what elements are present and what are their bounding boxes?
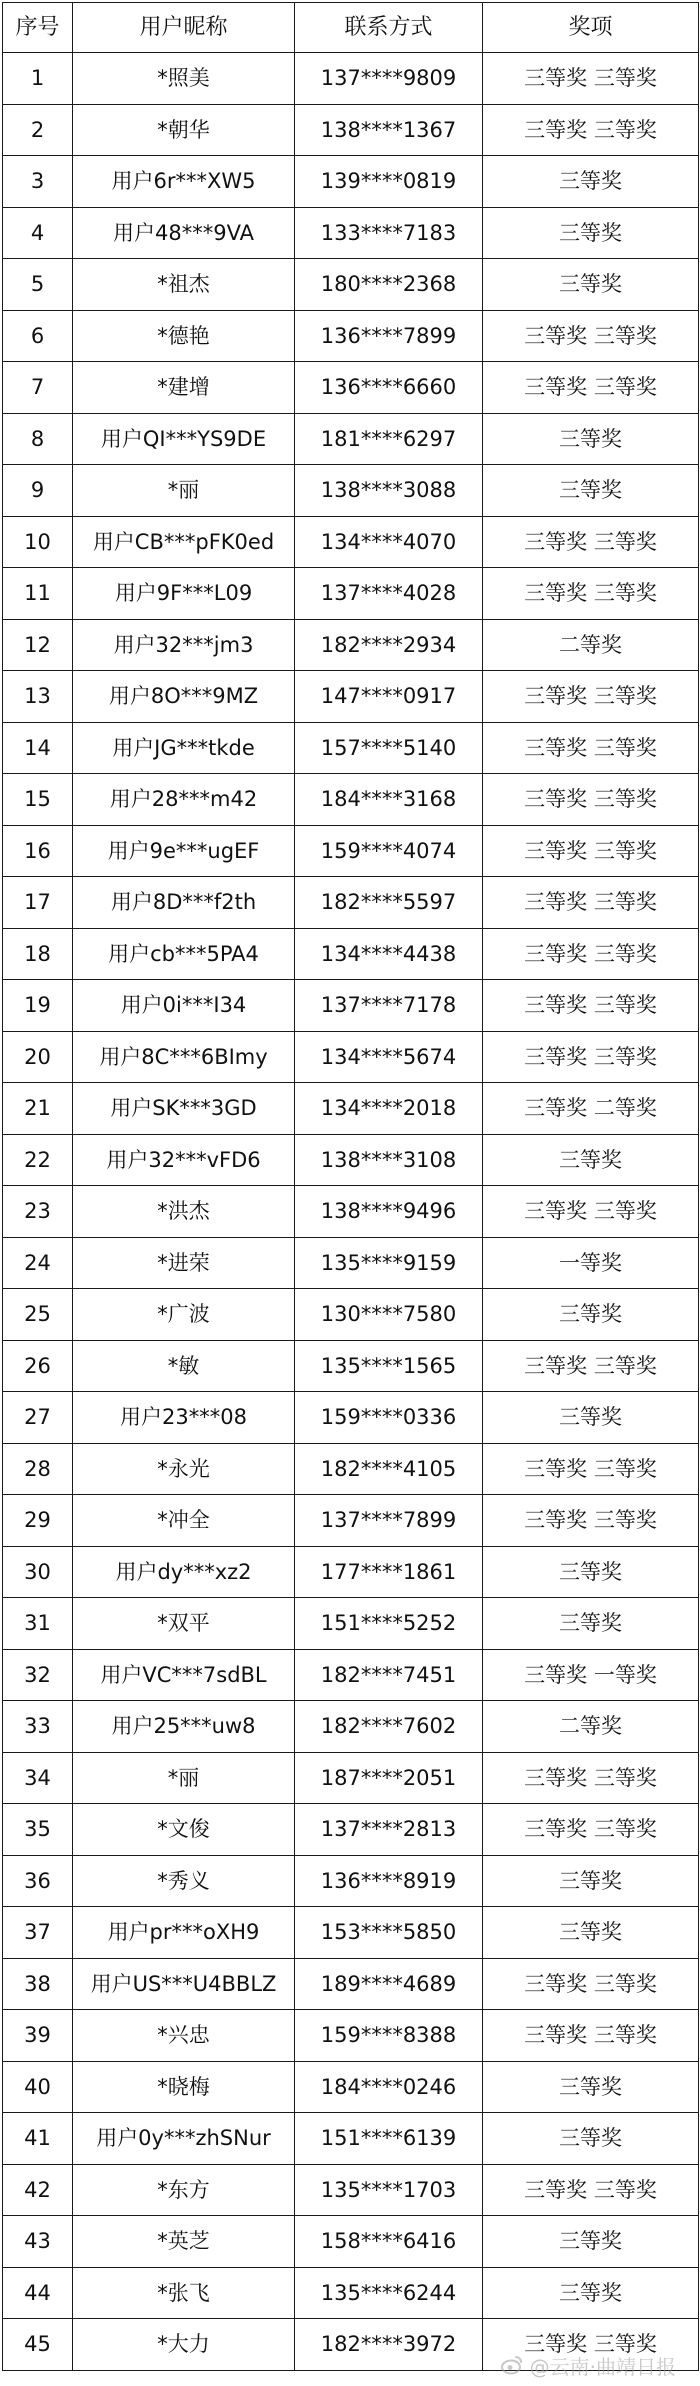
cell-nickname: 用户8D***f2th [73, 877, 295, 929]
cell-contact: 159****4074 [295, 825, 483, 877]
cell-contact: 184****3168 [295, 774, 483, 826]
cell-index: 45 [3, 2319, 73, 2371]
table-row [3, 774, 699, 826]
cell-index: 12 [3, 619, 73, 671]
cell-nickname: *张飞 [73, 2267, 295, 2319]
cell-index: 34 [3, 1752, 73, 1804]
table-row [3, 413, 699, 465]
cell-index: 32 [3, 1649, 73, 1701]
cell-contact: 182****7451 [295, 1649, 483, 1701]
cell-nickname: 用户9e***ugEF [73, 825, 295, 877]
cell-contact: 181****6297 [295, 413, 483, 465]
cell-nickname: 用户JG***tkde [73, 722, 295, 774]
cell-contact: 137****2813 [295, 1804, 483, 1856]
table-row [3, 619, 699, 671]
cell-prize: 三等奖 [483, 1289, 699, 1341]
cell-nickname: *照美 [73, 53, 295, 105]
cell-index: 29 [3, 1495, 73, 1547]
cell-nickname: *敏 [73, 1340, 295, 1392]
cell-index: 30 [3, 1546, 73, 1598]
cell-prize: 三等奖 三等奖 [483, 722, 699, 774]
table-row [3, 1598, 699, 1650]
cell-index: 27 [3, 1392, 73, 1444]
table-row [3, 259, 699, 311]
cell-contact: 135****9159 [295, 1237, 483, 1289]
cell-prize: 三等奖 [483, 413, 699, 465]
cell-nickname: 用户25***uw8 [73, 1701, 295, 1753]
cell-prize: 三等奖 三等奖 [483, 362, 699, 414]
winner-table-header [3, 3, 699, 53]
table-row [3, 516, 699, 568]
cell-nickname: 用户dy***xz2 [73, 1546, 295, 1598]
cell-nickname: 用户8O***9MZ [73, 671, 295, 723]
cell-contact: 138****3108 [295, 1134, 483, 1186]
cell-index: 24 [3, 1237, 73, 1289]
cell-index: 43 [3, 2216, 73, 2268]
cell-nickname: 用户US***U4BBLZ [73, 1958, 295, 2010]
table-row [3, 1855, 699, 1907]
cell-prize: 三等奖 三等奖 [483, 310, 699, 362]
cell-nickname: 用户SK***3GD [73, 1083, 295, 1135]
cell-prize: 三等奖 二等奖 [483, 1083, 699, 1135]
cell-contact: 187****2051 [295, 1752, 483, 1804]
table-row [3, 1701, 699, 1753]
cell-contact: 157****5140 [295, 722, 483, 774]
cell-index: 3 [3, 156, 73, 208]
cell-index: 25 [3, 1289, 73, 1341]
cell-nickname: 用户0y***zhSNur [73, 2113, 295, 2165]
cell-index: 4 [3, 207, 73, 259]
cell-index: 22 [3, 1134, 73, 1186]
table-row [3, 362, 699, 414]
cell-index: 6 [3, 310, 73, 362]
cell-contact: 130****7580 [295, 1289, 483, 1341]
table-row [3, 207, 699, 259]
cell-prize: 三等奖 [483, 1907, 699, 1959]
cell-prize: 三等奖 [483, 1546, 699, 1598]
table-row [3, 2216, 699, 2268]
winner-table [2, 2, 699, 2371]
cell-prize: 三等奖 三等奖 [483, 2164, 699, 2216]
cell-prize: 二等奖 [483, 619, 699, 671]
table-row [3, 2113, 699, 2165]
cell-index: 5 [3, 259, 73, 311]
cell-prize: 三等奖 [483, 207, 699, 259]
cell-prize: 三等奖 三等奖 [483, 825, 699, 877]
cell-prize: 一等奖 [483, 1237, 699, 1289]
cell-index: 8 [3, 413, 73, 465]
cell-index: 15 [3, 774, 73, 826]
cell-prize: 三等奖 三等奖 [483, 774, 699, 826]
cell-contact: 135****6244 [295, 2267, 483, 2319]
cell-contact: 139****0819 [295, 156, 483, 208]
watermark-text: @云南·曲靖日报 [529, 2354, 676, 2379]
table-row [3, 1958, 699, 2010]
cell-prize: 三等奖 三等奖 [483, 568, 699, 620]
cell-prize: 三等奖 三等奖 [483, 671, 699, 723]
table-row [3, 1804, 699, 1856]
cell-contact: 134****4070 [295, 516, 483, 568]
cell-nickname: 用户CB***pFK0ed [73, 516, 295, 568]
table-row [3, 722, 699, 774]
table-row [3, 1237, 699, 1289]
cell-nickname: 用户cb***5PA4 [73, 928, 295, 980]
cell-prize: 三等奖 [483, 465, 699, 517]
cell-contact: 134****2018 [295, 1083, 483, 1135]
cell-nickname: *双平 [73, 1598, 295, 1650]
cell-contact: 136****8919 [295, 1855, 483, 1907]
cell-index: 44 [3, 2267, 73, 2319]
header-row [3, 3, 699, 53]
cell-index: 28 [3, 1443, 73, 1495]
cell-nickname: 用户pr***oXH9 [73, 1907, 295, 1959]
cell-contact: 138****1367 [295, 104, 483, 156]
cell-contact: 189****4689 [295, 1958, 483, 2010]
cell-nickname: 用户9F***L09 [73, 568, 295, 620]
cell-prize: 三等奖 三等奖 [483, 928, 699, 980]
cell-nickname: 用户QI***YS9DE [73, 413, 295, 465]
cell-nickname: *进荣 [73, 1237, 295, 1289]
cell-contact: 182****5597 [295, 877, 483, 929]
cell-prize: 三等奖 [483, 1855, 699, 1907]
cell-index: 21 [3, 1083, 73, 1135]
cell-index: 10 [3, 516, 73, 568]
cell-prize: 三等奖 [483, 1598, 699, 1650]
cell-prize: 三等奖 [483, 2216, 699, 2268]
cell-contact: 182****2934 [295, 619, 483, 671]
table-row [3, 1443, 699, 1495]
table-row [3, 1134, 699, 1186]
cell-nickname: *丽 [73, 465, 295, 517]
cell-contact: 134****5674 [295, 1031, 483, 1083]
table-row [3, 1031, 699, 1083]
cell-nickname: 用户32***jm3 [73, 619, 295, 671]
cell-index: 13 [3, 671, 73, 723]
cell-nickname: *德艳 [73, 310, 295, 362]
cell-contact: 147****0917 [295, 671, 483, 723]
cell-index: 41 [3, 2113, 73, 2165]
cell-index: 9 [3, 465, 73, 517]
cell-nickname: *冲全 [73, 1495, 295, 1547]
cell-prize: 三等奖 三等奖 [483, 2010, 699, 2062]
cell-contact: 159****8388 [295, 2010, 483, 2062]
cell-prize: 三等奖 三等奖 [483, 1031, 699, 1083]
cell-prize: 三等奖 三等奖 [483, 1495, 699, 1547]
cell-contact: 138****3088 [295, 465, 483, 517]
header-nickname: 用户昵称 [73, 3, 295, 53]
cell-prize: 三等奖 三等奖 [483, 1340, 699, 1392]
cell-prize: 三等奖 三等奖 [483, 1443, 699, 1495]
cell-nickname: *大力 [73, 2319, 295, 2371]
cell-prize: 二等奖 [483, 1701, 699, 1753]
cell-nickname: *洪杰 [73, 1186, 295, 1238]
cell-nickname: *英芝 [73, 2216, 295, 2268]
cell-nickname: *兴忠 [73, 2010, 295, 2062]
table-row [3, 568, 699, 620]
table-row [3, 980, 699, 1032]
header-contact: 联系方式 [295, 3, 483, 53]
cell-nickname: *东方 [73, 2164, 295, 2216]
cell-contact: 137****7178 [295, 980, 483, 1032]
table-row [3, 671, 699, 723]
cell-nickname: *建增 [73, 362, 295, 414]
cell-index: 19 [3, 980, 73, 1032]
cell-index: 2 [3, 104, 73, 156]
table-row [3, 156, 699, 208]
cell-index: 23 [3, 1186, 73, 1238]
cell-nickname: *祖杰 [73, 259, 295, 311]
cell-prize: 三等奖 三等奖 [483, 1958, 699, 2010]
cell-nickname: 用户28***m42 [73, 774, 295, 826]
cell-prize: 三等奖 三等奖 [483, 1804, 699, 1856]
cell-contact: 158****6416 [295, 2216, 483, 2268]
cell-prize: 三等奖 三等奖 [483, 980, 699, 1032]
table-row [3, 877, 699, 929]
cell-index: 31 [3, 1598, 73, 1650]
cell-nickname: 用户32***vFD6 [73, 1134, 295, 1186]
cell-nickname: *丽 [73, 1752, 295, 1804]
table-row [3, 1289, 699, 1341]
cell-nickname: 用户VC***7sdBL [73, 1649, 295, 1701]
cell-contact: 182****3972 [295, 2319, 483, 2371]
cell-contact: 159****0336 [295, 1392, 483, 1444]
cell-prize: 三等奖 [483, 156, 699, 208]
table-row [3, 53, 699, 105]
table-row [3, 2164, 699, 2216]
cell-nickname: *文俊 [73, 1804, 295, 1856]
cell-nickname: *秀义 [73, 1855, 295, 1907]
cell-prize: 三等奖 [483, 2061, 699, 2113]
table-row [3, 1340, 699, 1392]
winner-table-body [3, 53, 699, 2371]
cell-prize: 三等奖 三等奖 [483, 104, 699, 156]
cell-prize: 三等奖 [483, 1134, 699, 1186]
table-row [3, 825, 699, 877]
header-prize: 奖项 [483, 3, 699, 53]
cell-contact: 177****1861 [295, 1546, 483, 1598]
cell-contact: 151****5252 [295, 1598, 483, 1650]
table-row [3, 1649, 699, 1701]
cell-prize: 三等奖 三等奖 [483, 1752, 699, 1804]
cell-contact: 153****5850 [295, 1907, 483, 1959]
cell-nickname: 用户8C***6BImy [73, 1031, 295, 1083]
cell-contact: 151****6139 [295, 2113, 483, 2165]
cell-contact: 133****7183 [295, 207, 483, 259]
cell-contact: 184****0246 [295, 2061, 483, 2113]
cell-prize: 三等奖 三等奖 [483, 53, 699, 105]
header-index: 序号 [3, 3, 73, 53]
cell-index: 1 [3, 53, 73, 105]
cell-contact: 135****1703 [295, 2164, 483, 2216]
table-row [3, 1495, 699, 1547]
cell-contact: 137****7899 [295, 1495, 483, 1547]
cell-index: 37 [3, 1907, 73, 1959]
cell-prize: 三等奖 三等奖 [483, 2319, 699, 2371]
cell-index: 39 [3, 2010, 73, 2062]
cell-prize: 三等奖 [483, 2113, 699, 2165]
cell-index: 11 [3, 568, 73, 620]
cell-index: 14 [3, 722, 73, 774]
table-row [3, 1546, 699, 1598]
table-row [3, 1752, 699, 1804]
cell-index: 20 [3, 1031, 73, 1083]
cell-contact: 182****7602 [295, 1701, 483, 1753]
table-row [3, 2319, 699, 2371]
cell-prize: 三等奖 [483, 1392, 699, 1444]
cell-contact: 134****4438 [295, 928, 483, 980]
cell-nickname: *永光 [73, 1443, 295, 1495]
cell-nickname: *朝华 [73, 104, 295, 156]
cell-nickname: 用户0i***I34 [73, 980, 295, 1032]
table-row [3, 2010, 699, 2062]
table-row [3, 1083, 699, 1135]
cell-contact: 136****7899 [295, 310, 483, 362]
cell-prize: 三等奖 [483, 2267, 699, 2319]
cell-contact: 136****6660 [295, 362, 483, 414]
cell-nickname: 用户48***9VA [73, 207, 295, 259]
cell-prize: 三等奖 一等奖 [483, 1649, 699, 1701]
cell-contact: 137****4028 [295, 568, 483, 620]
table-row [3, 1907, 699, 1959]
cell-contact: 137****9809 [295, 53, 483, 105]
cell-contact: 135****1565 [295, 1340, 483, 1392]
cell-index: 18 [3, 928, 73, 980]
table-row [3, 1392, 699, 1444]
cell-index: 26 [3, 1340, 73, 1392]
cell-index: 36 [3, 1855, 73, 1907]
table-row [3, 2061, 699, 2113]
cell-index: 17 [3, 877, 73, 929]
table-row [3, 1186, 699, 1238]
cell-index: 42 [3, 2164, 73, 2216]
table-row [3, 465, 699, 517]
cell-nickname: 用户23***08 [73, 1392, 295, 1444]
cell-prize: 三等奖 三等奖 [483, 877, 699, 929]
cell-nickname: *广波 [73, 1289, 295, 1341]
cell-index: 40 [3, 2061, 73, 2113]
cell-prize: 三等奖 三等奖 [483, 516, 699, 568]
table-row [3, 2267, 699, 2319]
cell-nickname: 用户6r***XW5 [73, 156, 295, 208]
cell-contact: 138****9496 [295, 1186, 483, 1238]
cell-contact: 182****4105 [295, 1443, 483, 1495]
table-row [3, 310, 699, 362]
cell-index: 38 [3, 1958, 73, 2010]
cell-index: 7 [3, 362, 73, 414]
cell-nickname: *晓梅 [73, 2061, 295, 2113]
cell-index: 33 [3, 1701, 73, 1753]
table-row [3, 104, 699, 156]
cell-prize: 三等奖 [483, 259, 699, 311]
table-row [3, 928, 699, 980]
cell-prize: 三等奖 三等奖 [483, 1186, 699, 1238]
cell-contact: 180****2368 [295, 259, 483, 311]
cell-index: 16 [3, 825, 73, 877]
cell-index: 35 [3, 1804, 73, 1856]
